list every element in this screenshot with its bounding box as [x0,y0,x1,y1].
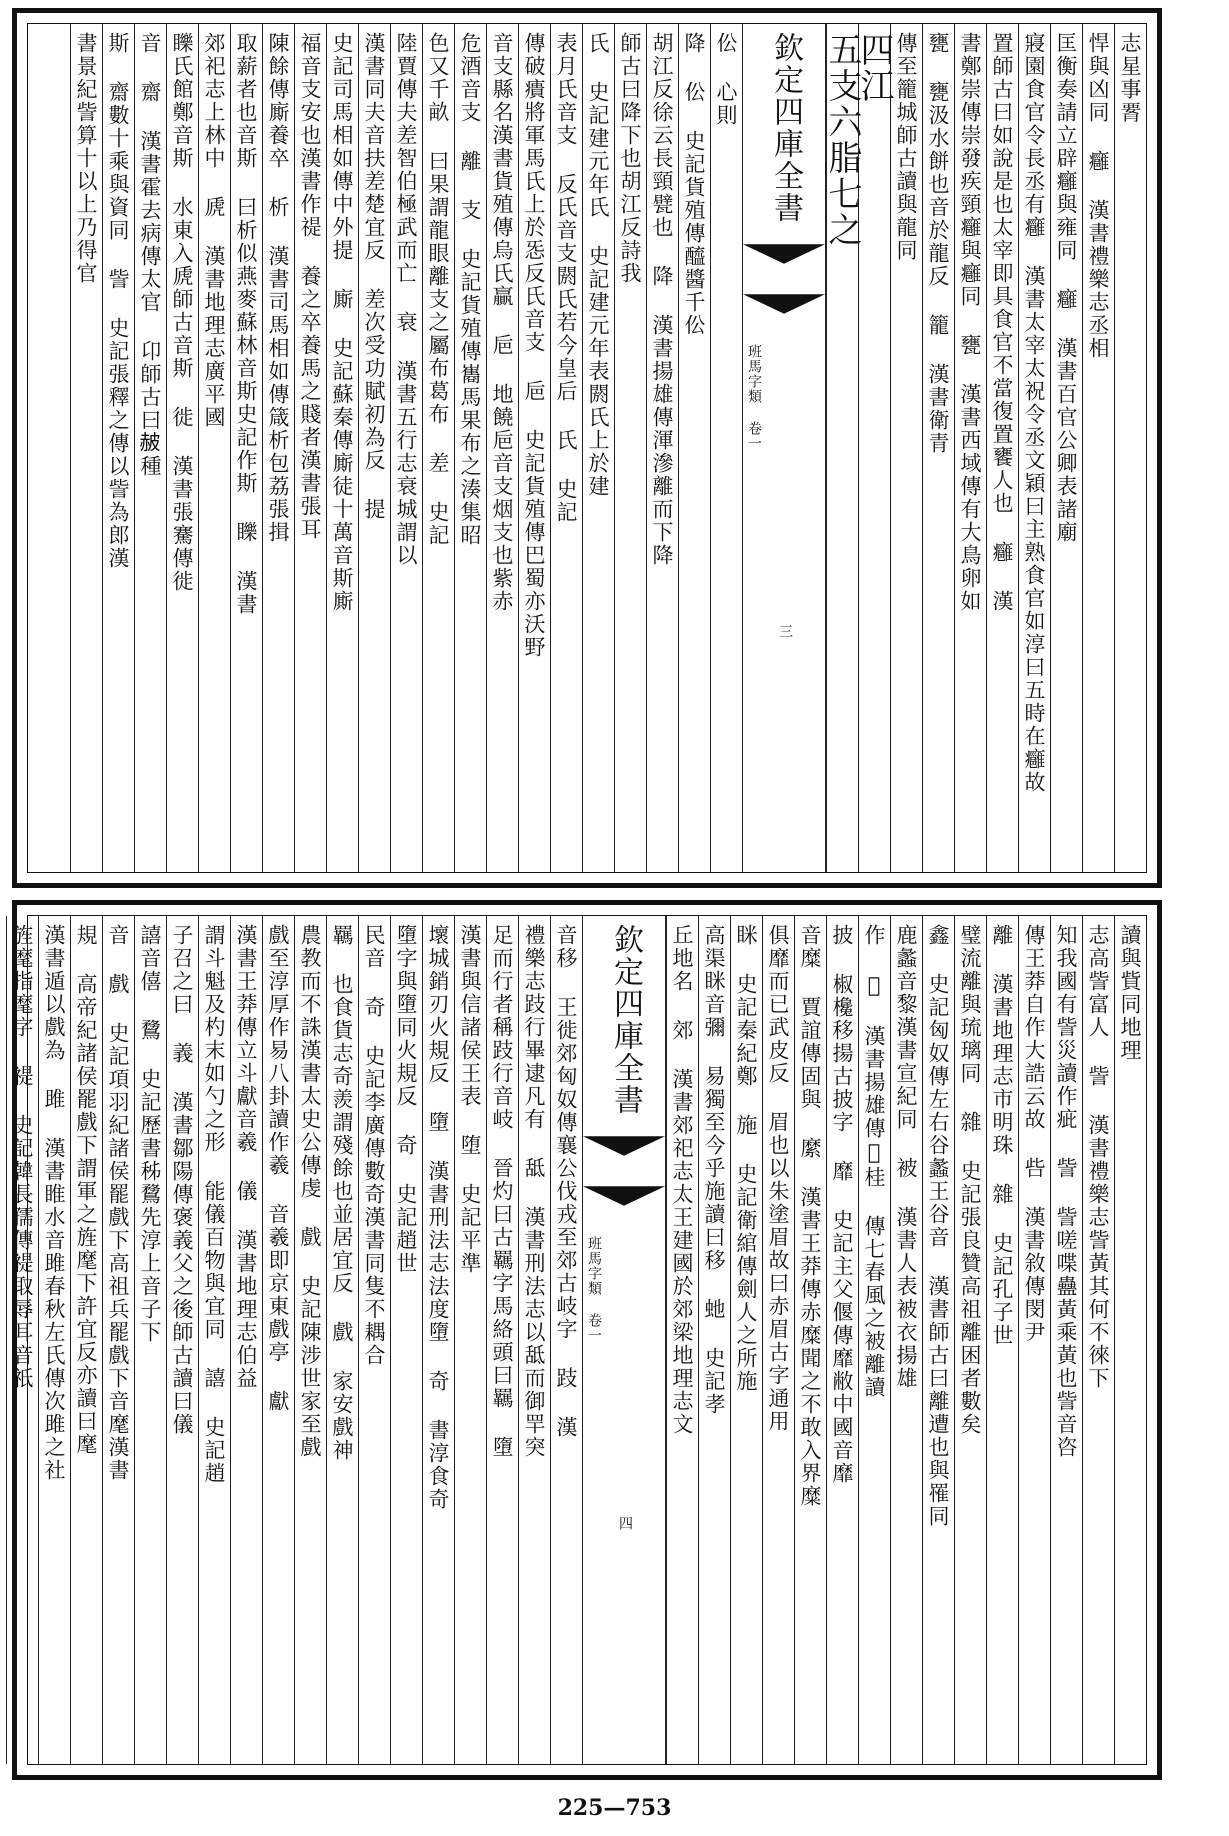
text-column: 音 齋 漢書霍去病傳太官 卬師古曰𧹞種 [134,24,166,872]
text-column: 陳餘傳廝養卒 析 漢書司馬相如傳箴析包荔張揖 [262,24,294,872]
lower-page [12,900,1162,1780]
text-column: 取薪者也音斯 曰析似燕麥蘇林音斯史記作斯 䁻 漢書 [230,24,262,872]
text-column: 璧流離與琉璃同 雜 史記張良贊高祖離困者數矣 [954,916,986,1764]
text-column: 志高訾富人 訾 漢書禮樂志訾黃其何不徠下 [1082,916,1114,1764]
text-column: 悍與凶同 癰 漢書禮樂志丞相 [1082,24,1114,872]
rhyme-heading: 四江 [858,24,890,872]
text-column: 音移 王徙郊匈奴傳襄公伐戎至郊古岐字 跂 漢 [550,916,582,1764]
text-column: 書景紀訾算十以上乃得官 [70,24,102,872]
fish-tail-mark [583,1136,665,1156]
page-footer-number: 225—753 [557,1795,672,1821]
text-column: 䁻氏館鄭音斯 水東入虒師古音斯 徙 漢書張騫傳徙 [166,24,198,872]
text-column: 披 椒欃移揚古披字 靡 史記主父偃傳靡敝中國音靡 [826,916,858,1764]
text-column: 鑫 史記匈奴傳左右谷蠡王谷音 漢書師古曰離遭也與罹同 [922,916,954,1764]
text-column: 降 伀 史記貨殖傳醯醬千伀 [678,24,710,872]
text-column: 斯 齋數十乘與資同 訾 史記張釋之傳以訾為郎漢 [102,24,134,872]
running-title: 欽定四庫全書 [608,924,643,1116]
text-column: 離 漢書地理志市明珠 雜 史記孔子世 [986,916,1018,1764]
text-column: 高渠眯音彌 易獨至今乎施讀曰移 虵 史記孝 [698,916,730,1764]
text-column: 置師古曰如說是也太宰即具食官不當復置饔人也 癰 漢 [986,24,1018,872]
text-column: 鹿蠡音黎漢書宣紀同 被 漢書人表被衣揚雄 [890,916,922,1764]
fish-tail-mark [743,294,825,314]
text-column: 甕 甕汲水餅也音於龍反 籠 漢書衛青 [922,24,954,872]
text-column: 漢書與信諸侯王表 堕 史記平準 [454,916,486,1764]
text-column: 胡江反徐云長頸甓也 降 漢書揚雄傳渾滲離而下降 [646,24,678,872]
text-column: 譆音僖 䳱 史記歷書秭䳱先淳上音子下 [134,916,166,1764]
text-column: 傳破㿉將軍馬氏上於㤅反氏音支 巵 史記貨殖傳巴蜀亦沃野 [518,24,550,872]
text-column: 謂斗魁及杓末如勺之形 能儀百物與宜同 譆 史記趙 [198,916,230,1764]
lower-page-frame [10,915,1147,1765]
text-column: 音 戲 史記項羽紀諸侯罷戲下高祖兵罷戲下音麾漢書 [102,916,134,1764]
text-column: 寢園食官令長丞有癰 漢書太宰太祝令丞文穎曰主熟食官如淳曰五時在癰故 [1018,24,1050,872]
text-column: 禮樂志跂行畢逮凡有 䑛 漢書刑法志以䑛而御䍐突 [518,916,550,1764]
text-column: 子召之曰 義 漢書鄒陽傳褒義父之後師古讀曰儀 [166,916,198,1764]
text-column: 伀 心則 [710,24,742,872]
text-column: 音糜 賈誼傳固與 縻 漢書王莽傳赤糜聞之不敢入界糜 [794,916,826,1764]
text-column: 規 高帝紀諸侯罷戲下謂軍之旌麾下許宜反亦讀曰麾 [70,916,102,1764]
text-column: 羈 也食貨志奇羨謂殘餘也並居宜反 戲 家安戲神 [326,916,358,1764]
text-column: 俱靡而已武皮反 眉也以朱塗眉故曰赤眉古字通用 [762,916,794,1764]
upper-text-columns [28,24,1146,872]
text-column: 書鄭崇傳崇發疾頸癰與癰同 甕 漢書西域傳有大鳥卵如 [954,24,986,872]
section-title: 五支六脂七之 [826,24,858,872]
text-column: 漢書同夫音扶差楚宜反 差次受功賦初為反 提 [358,24,390,872]
text-column: 表月氏音支 反氏音支閼氏若今皇后 氏 史記 [550,24,582,872]
volume-label: 班馬字類 卷一 [586,1236,602,1343]
text-column: 知我國有訾災讀作疵 訾 訾嗟喋蠱黃乘黃也訾音咨 [1050,916,1082,1764]
text-column: 旌麾指麾字 禔 史記韓長孺傳禔取辱耳音祇 [6,916,38,1764]
text-column: 戲至淳厚作易八卦讀作羲 音羲即京東戲亭 獻 [262,916,294,1764]
volume-label: 班馬字類 卷一 [746,344,762,451]
text-column: 作 𥝆 漢書揚雄傳𥝆桂 傳七春風之被離讀 [858,916,890,1764]
text-column: 匡衡奏請立辟癰與雍同 癰 漢書百官公卿表諸廟 [1050,24,1082,872]
text-column: 陸賈傳夫差智伯極武而亡 衰 漢書五行志衰城謂以 [390,24,422,872]
text-column: 志星事𦝫 [1114,24,1146,872]
upper-page-frame [27,23,1147,873]
fish-tail-mark [743,244,825,264]
text-column: 壞城銷刃火規反 墮 漢書刑法志法度墮 奇 書淳食奇 [422,916,454,1764]
text-column: 福音支安也漢書作禔 養之卒養馬之賤者漢書張耳 [294,24,326,872]
leaf-number: 四 [617,1516,633,1530]
upper-page [12,8,1162,888]
text-column: 郊祀志上林中 虒 漢書地理志廣平國 [198,24,230,872]
text-column: 氏 史記建元年氏 史記建元年表閼氏上於建 [582,24,614,872]
text-column: 丘地名 郊 漢書郊祀志太王建國於郊梁地理志文 [666,916,698,1764]
running-title: 欽定四庫全書 [768,32,803,224]
text-column: 農教而不誅漢書太史公傳虔 戲 史記陳涉世家至戲 [294,916,326,1764]
text-column: 師古曰降下也胡江反詩我 [614,24,646,872]
text-column: 漢書遁以戲為 雎 漢書睢水音雎春秋左氏傳次雎之社 [38,916,70,1764]
text-column: 足而行者稱跂行音岐 晉灼曰古羈字馬絡頭曰羈 墮 [486,916,518,1764]
text-column: 危酒音支 離 支 史記貨殖傳巂馬果布之湊集昭 [454,24,486,872]
leaf-number: 三 [777,624,793,638]
text-column: 史記司馬相如傳中外提 廝 史記蘇秦傳廝徒十萬音斯廝 [326,24,358,872]
text-column: 漢書王莽傳立斗獻音羲 儀 漢書地理志伯益 [230,916,262,1764]
text-column: 眯 史記秦紀鄭 施 史記衛綰傳劍人之所施 [730,916,762,1764]
text-column: 讀與貲同地理 [1114,916,1146,1764]
text-column: 傳王莽自作大誥云故 呰 漢書敘傳閔尹 [1018,916,1050,1764]
fish-tail-mark [583,1186,665,1206]
center-spine [582,916,666,1764]
text-column: 色又千畝 曰果謂龍眼離支之屬布葛布 差 史記 [422,24,454,872]
lower-text-columns [10,916,1146,1764]
center-spine [742,24,826,872]
text-column: 民音 奇 史記李廣傳數奇漢書同隻不耦合 [358,916,390,1764]
text-column: 傳至籠城師古讀與龍同 [890,24,922,872]
text-column: 墮字與墮同火規反 奇 史記趙世 [390,916,422,1764]
text-column: 音支縣名漢書貨殖傳烏氏贏 巵 地饒巵音支烟支也紫赤 [486,24,518,872]
